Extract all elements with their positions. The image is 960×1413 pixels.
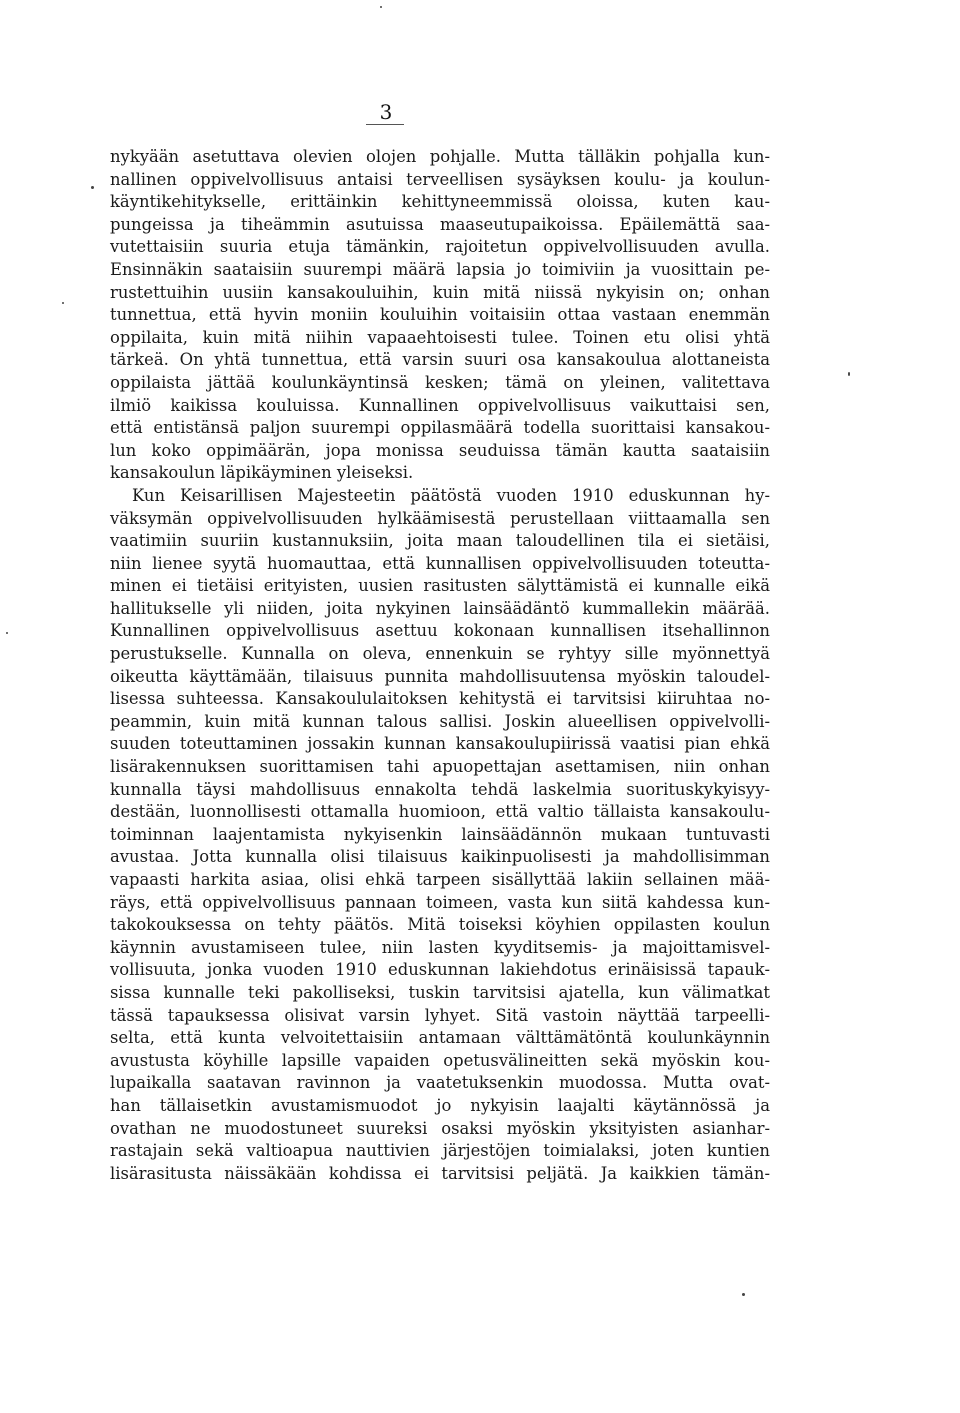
scan-speck xyxy=(848,372,850,376)
text-line: vollisuuta, jonka vuoden 1910 eduskunnan lakiehdotus erinäisissä tapauk- xyxy=(110,960,770,980)
text-line: avustusta köyhille lapsille vapaiden opetusvälineitten sekä myöskin kou- xyxy=(110,1050,770,1070)
text-line: niin lienee syytä huomauttaa, että kunnallisen oppivelvollisuuden toteutta- xyxy=(110,553,770,573)
text-line: nallinen oppivelvollisuus antaisi terveellisen sysäyksen koulu- ja koulun- xyxy=(110,169,770,189)
text-line: Kunnallinen oppivelvollisuus asettuu kokonaan kunnallisen itsehallinnon xyxy=(110,621,770,641)
text-line: lupaikalla saatavan ravinnon ja vaatetuksenkin muodossa. Mutta ovat- xyxy=(110,1073,770,1093)
text-line: käyntikehitykselle, erittäinkin kehittyneemmissä oloissa, kuten kau- xyxy=(110,192,770,212)
text-line: hallitukselle yli niiden, joita nykyinen lainsäädäntö kummallekin määrää. xyxy=(110,598,770,618)
text-line: vutettaisiin suuria etuja tämänkin, rajoitetun oppivelvollisuuden avulla. xyxy=(110,237,770,257)
text-line: Ensinnäkin saataisiin suurempi määrä lapsia jo toimiviin ja vuosittain pe- xyxy=(110,259,770,279)
text-line: oppilaita, kuin mitä niihin vapaaehtoisesti tulee. Toinen etu olisi yhtä xyxy=(110,327,770,347)
text-line: räys, että oppivelvollisuus pannaan toimeen, vasta kun siitä kahdessa kun- xyxy=(110,892,770,912)
text-line: perustukselle. Kunnalla on oleva, ennenkuin se ryhtyy sille myönnettyä xyxy=(110,644,770,664)
text-line: oikeutta käyttämään, tilaisuus punnita mahdollisuutensa myöskin taloudel- xyxy=(110,666,770,686)
text-line: lisärakennuksen suorittamisen tahi apuopettajan asettamisen, niin onhan xyxy=(110,757,770,777)
scan-speck xyxy=(742,1293,745,1296)
scan-speck xyxy=(62,302,64,304)
text-line: peammin, kuin mitä kunnan talous sallisi. Joskin alueellisen oppivelvolli- xyxy=(110,711,770,731)
text-line: kunnalla täysi mahdollisuus ennakolta tehdä laskelmia suorituskykyisyy- xyxy=(110,779,770,799)
text-line: takokouksessa on tehty päätös. Mitä toiseksi köyhien oppilasten koulun xyxy=(110,915,770,935)
text-line: ovathan ne muodostuneet suureksi osaksi myöskin yksityisten asianhar- xyxy=(110,1118,770,1138)
text-line: lun koko oppimäärän, jopa monissa seuduissa tämän kautta saataisiin xyxy=(110,440,770,460)
text-line: että entistänsä paljon suurempi oppilasmäärä todella suorittaisi kansakou- xyxy=(110,418,770,438)
text-line: toiminnan laajentamista nykyisenkin lainsäädännön mukaan tuntuvasti xyxy=(110,824,770,844)
text-line: vaatimiin suuriin kustannuksiin, joita maan taloudellinen tila ei sietäisi, xyxy=(110,531,770,551)
text-line: oppilaista jättää koulunkäyntinsä kesken; tämä on yleinen, valitettava xyxy=(110,372,770,392)
text-line: tässä tapauksessa olisivat varsin lyhyet. Sitä vastoin näyttää tarpeelli- xyxy=(110,1005,770,1025)
text-line: Kun Keisarillisen Majesteetin päätöstä vuoden 1910 eduskunnan hy- xyxy=(132,485,770,505)
text-line: tunnettua, että hyvin moniin kouluihin voitaisiin ottaa vastaan enemmän xyxy=(110,305,770,325)
text-line: suuden toteuttaminen jossakin kunnan kansakoulupiirissä vaatisi pian ehkä xyxy=(110,734,770,754)
text-line: tärkeä. On yhtä tunnettua, että varsin suuri osa kansakoulua alottaneista xyxy=(110,350,770,370)
scan-speck xyxy=(6,632,8,634)
text-line: selta, että kunta velvoitettaisiin antamaan välttämätöntä koulunkäynnin xyxy=(110,1028,770,1048)
text-line: kansakoulun läpikäyminen yleiseksi. xyxy=(110,463,414,483)
text-line: käynnin avustamiseen tulee, niin lasten kyyditsemis- ja majoittamisvel- xyxy=(110,937,770,957)
text-line: nykyään asetuttava olevien olojen pohjalle. Mutta tälläkin pohjalla kun- xyxy=(110,147,770,166)
text-line: destään, luonnollisesti ottamalla huomioon, että valtio tällaista kansakoulu- xyxy=(110,802,770,822)
text-line: lisessa suhteessa. Kansakoululaitoksen kehitystä ei tarvitsisi kiiruhtaa no- xyxy=(110,689,770,709)
text-line: pungeissa ja tiheämmin asutuissa maaseutupaikoissa. Epäilemättä saa- xyxy=(110,214,770,234)
text-line: ilmiö kaikissa kouluissa. Kunnallinen oppivelvollisuus vaikuttaisi sen, xyxy=(110,395,770,415)
text-line: minen ei tietäisi erityisten, uusien rasitusten sälyttämistä ei kunnalle eikä xyxy=(110,576,770,596)
text-line: lisärasitusta näissäkään kohdissa ei tarvitsisi peljätä. Ja kaikkien tämän- xyxy=(110,1163,770,1183)
body-text xyxy=(110,146,770,1185)
text-line: väksymän oppivelvollisuuden hylkäämisestä perustellaan viittaamalla sen xyxy=(110,508,770,528)
scan-speck xyxy=(91,186,94,189)
scan-speck xyxy=(380,6,382,8)
text-line: vapaasti harkita asiaa, olisi ehkä tarpeen sisällyttää lakiin sellainen mää- xyxy=(110,870,770,889)
text-line: rustettuihin uusiin kansakouluihin, kuin mitä niissä nykyisin on; onhan xyxy=(110,282,770,302)
page-number: 3 xyxy=(379,100,393,124)
text-line: han tällaisetkin avustamismuodot jo nykyisin laajalti käytännössä ja xyxy=(110,1095,770,1115)
page-number-rule xyxy=(366,124,404,125)
text-line: sissa kunnalle teki pakolliseksi, tuskin tarvitsisi ajatella, kun välimatkat xyxy=(110,982,770,1002)
text-line: avustaa. Jotta kunnalla olisi tilaisuus kaikinpuolisesti ja mahdollisimman xyxy=(110,847,770,867)
text-line: rastajain sekä valtioapua nauttivien järjestöjen toimialaksi, joten kuntien xyxy=(110,1141,770,1161)
